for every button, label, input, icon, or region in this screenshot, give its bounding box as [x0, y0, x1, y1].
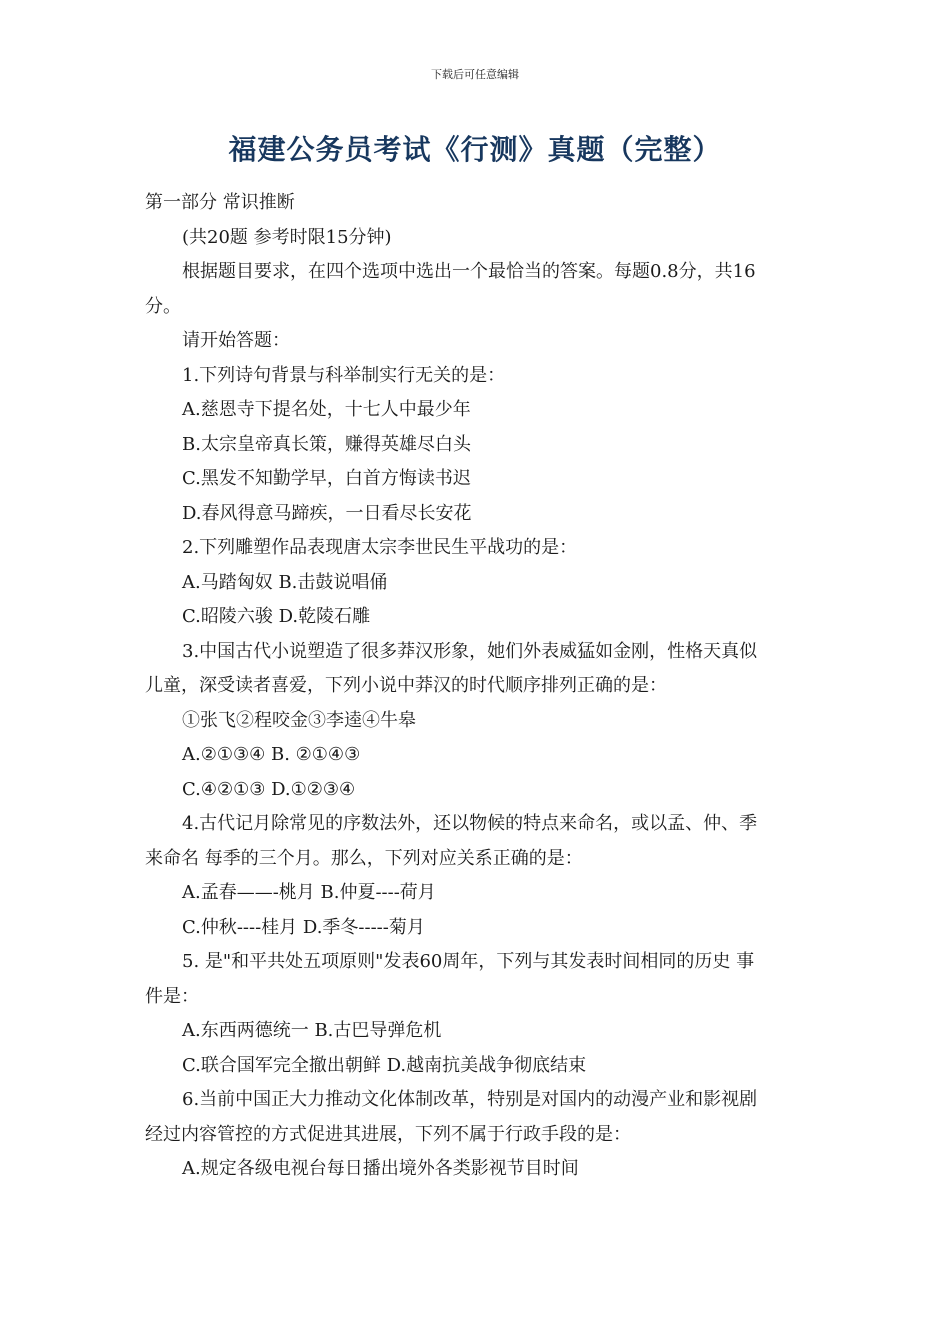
question-line: 3.中国古代小说塑造了很多莽汉形象，她们外表威猛如金刚，性格天真似: [182, 640, 758, 662]
question-line: 2.下列雕塑作品表现唐太宗李世民生平战功的是：: [182, 537, 578, 558]
document-body: [145, 186, 805, 1187]
question-line: 件是：: [145, 985, 199, 1007]
option-line: A.东西两德统一 B.古巴导弹危机: [182, 1020, 442, 1041]
text-line: 根据题目要求，在四个选项中选出一个最恰当的答案。每题0.8分，共16: [182, 261, 756, 282]
option-line: A.慈恩寺下提名处，十七人中最少年: [182, 399, 471, 420]
question-line: 儿童，深受读者喜爱，下列小说中莽汉的时代顺序排列正确的是：: [145, 675, 667, 696]
question-line: 5. 是"和平共处五项原则"发表60周年，下列与其发表时间相同的历史 事: [182, 951, 755, 972]
option-line: C.昭陵六骏 D.乾陵石雕: [182, 606, 371, 627]
text-line: 分。: [145, 295, 181, 317]
text-line: 请开始答题：: [182, 330, 290, 351]
question-line: 1.下列诗句背景与科举制实行无关的是：: [182, 364, 506, 386]
option-line: D.春风得意马蹄疾，一日看尽长安花: [182, 502, 472, 524]
option-line: A.规定各级电视台每日播出境外各类影视节目时间: [182, 1158, 579, 1179]
option-line: A.马踏匈奴 B.击鼓说唱俑: [182, 571, 388, 593]
question-line: 经过内容管控的方式促进其进展，下列不属于行政手段的是：: [145, 1123, 631, 1145]
text-line: (共20题 参考时限15分钟): [182, 226, 392, 248]
text-line: 第一部分 常识推断: [145, 192, 295, 213]
option-line: B.太宗皇帝真长策，赚得英雄尽白头: [182, 433, 471, 455]
question-line: 来命名 每季的三个月。那么，下列对应关系正确的是：: [145, 847, 583, 869]
option-line: C.联合国军完全撤出朝鲜 D.越南抗美战争彻底结束: [182, 1054, 587, 1076]
question-line: 4.古代记月除常见的序数法外，还以物候的特点来命名，或以孟、仲、季: [182, 813, 758, 834]
option-line: C.④②①③ D.①②③④: [182, 778, 356, 800]
option-line: A.②①③④ B. ②①④③: [182, 744, 361, 765]
text-line: ①张飞②程咬金③李逵④牛皋: [182, 709, 416, 731]
option-line: C.黑发不知勤学早，白首方悔读书迟: [182, 468, 471, 489]
option-line: A.孟春——-桃月 B.仲夏----荷月: [182, 882, 436, 903]
header-note: 下载后可任意编辑: [431, 68, 519, 81]
option-line: C.仲秋----桂月 D.季冬-----菊月: [182, 916, 425, 938]
document-title: 福建公务员考试《行测》真题（完整）: [228, 133, 722, 166]
question-line: 6.当前中国正大力推动文化体制改革，特别是对国内的动漫产业和影视剧: [182, 1089, 758, 1110]
